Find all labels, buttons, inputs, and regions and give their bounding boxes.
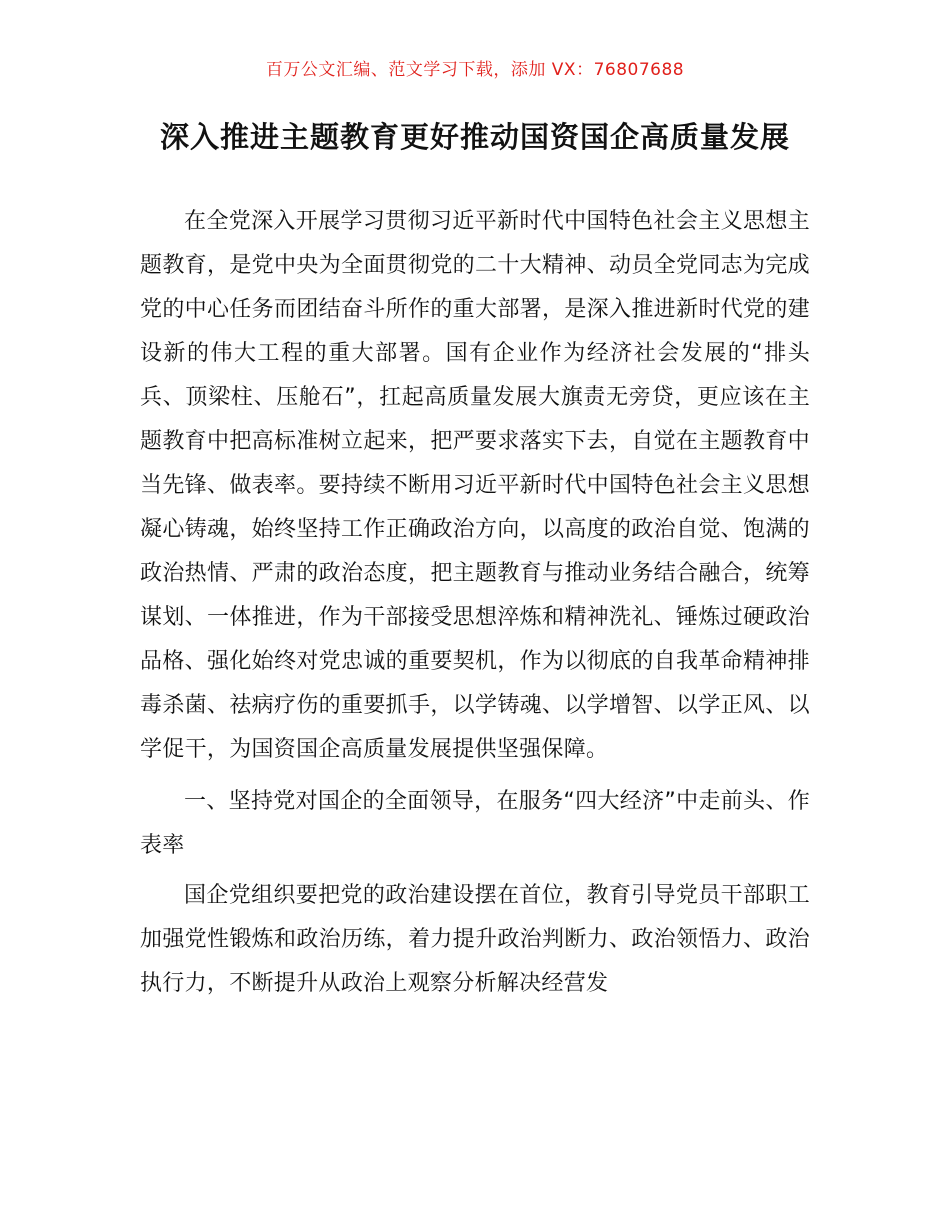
document-title: 深入推进主题教育更好推动国资国企高质量发展 — [159, 120, 790, 154]
intro-paragraph: 在全党深入开展学习贯彻习近平新时代中国特色社会主义思想主题教育，是党中央为全面贯彻党的二十大精神、动员全党同志为完成党的中心任务而团结奋斗所作的重大部署，是深入推进新时代党的建设新的伟大工程的重大部署。国有企业作为经济社会发展的“排头兵、顶梁柱、压舱石”，扛起高质量发展大旗责无旁贷，更应该在主题教育中把高标准树立起来，把严要求落实下去，自觉在主题教育中当先锋、做表率。要持续不断用习近平新时代中国特色社会主义思想凝心铸魂，始终坚持工作正确政治方向，以高度的政治自觉、饱满的政治热情、严肃的政治态度，把主题教育与推动业务结合融合，统筹谋划、一体推进，作为干部接受思想淬炼和精神洗礼、锤炼过硬政治品格、强化始终对党忠诚的重要契机，作为以彻底的自我革命精神排毒杀菌、祛病疗伤的重要抓手，以学铸魂、以学增智、以学正风、以学促干，为国资国企高质量发展提供坚强保障。 — [140, 209, 810, 762]
section-paragraph-1: 国企党组织要把党的政治建设摆在首位，教育引导党员干部职工加强党性锻炼和政治历练，着力提升政治判断力、政治领悟力、政治执行力，不断提升从政治上观察分析解决经营发 — [140, 883, 810, 996]
document-body — [140, 200, 810, 1006]
section-heading-1: 一、坚持党对国企的全面领导，在服务“四大经济”中走前头、作表率 — [140, 789, 810, 858]
header-contact-note: 百万公文汇编、范文学习下载，添加 VX：76807688 — [265, 60, 685, 80]
